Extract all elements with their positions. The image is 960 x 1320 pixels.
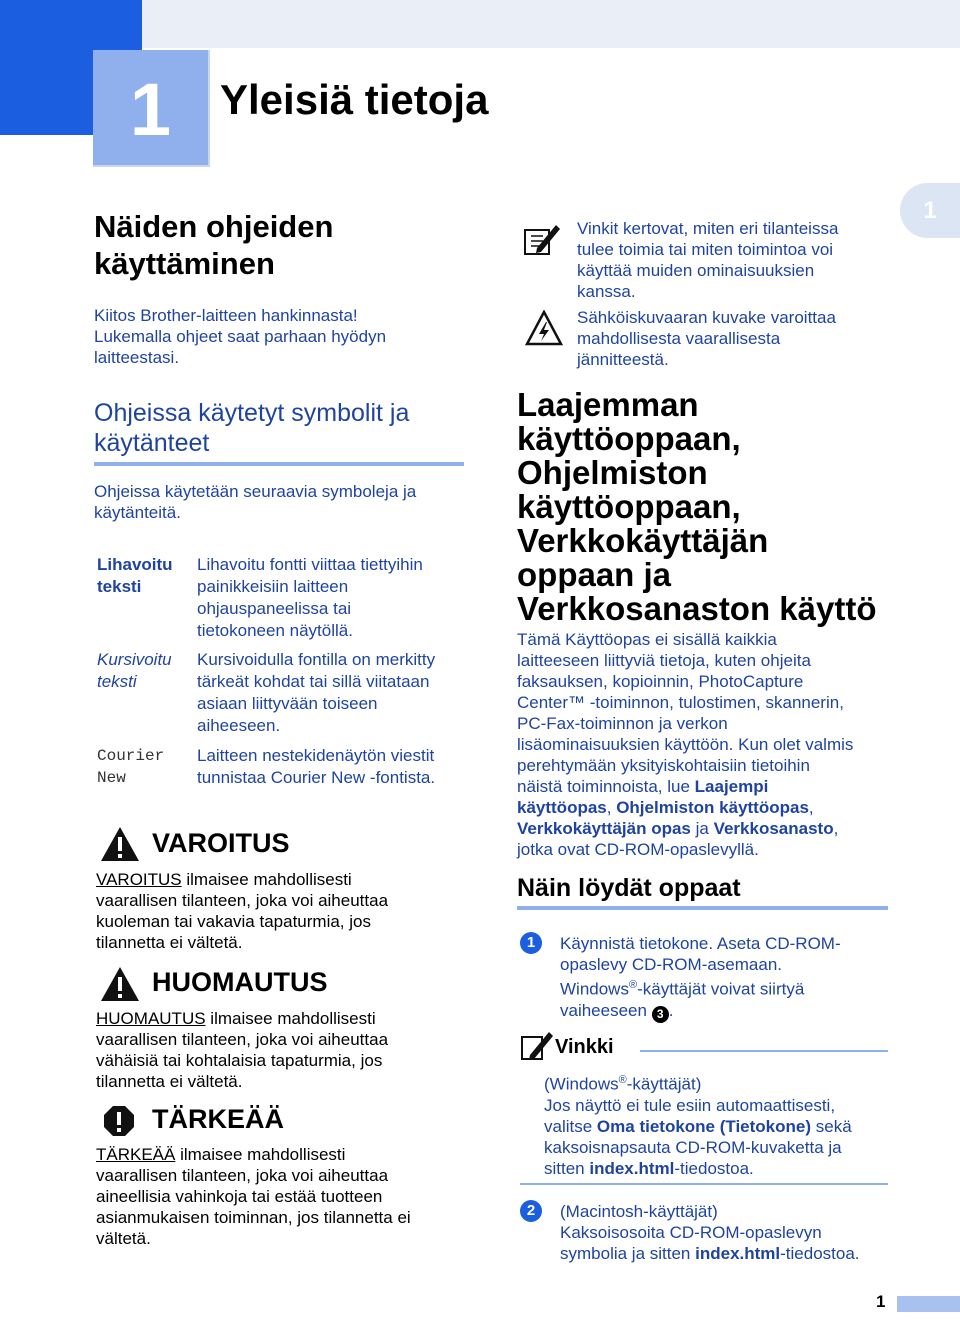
important-heading: TÄRKEÄÄ [152,1104,284,1134]
desc-italic: Kursivoidulla fontilla on merkitty tärkeät kohdat tai sillä viitataan asiaan liittyvään toiseen aiheeseen. [197,650,436,735]
electric-shock-icon [525,310,563,346]
header-band [142,0,960,48]
note-heading: Vinkki [555,1036,614,1058]
tip-text: Vinkit kertovat, miten eri tilanteissa tulee toimia tai miten toimintoa voi käyttää muiden ominaisuuksien kanssa. [577,219,839,301]
note-bottom-rule [520,1183,888,1185]
caution-triangle-icon [100,966,140,1002]
warning-triangle-icon [100,826,140,862]
step-ref-badge: 3 [652,1006,669,1023]
section-rule [94,462,464,466]
step-1-text: Käynnistä tietokone. Aseta CD-ROM- opaslevy CD-ROM-asemaan. Windows®-käyttäjät voivat siirtyä vaiheeseen 3 . [560,934,841,1021]
manuals-heading: Laajemman käyttöoppaan, Ohjelmiston käyttöoppaan, Verkkokäyttäjän oppaan ja Verkkosanaston käyttö [517,386,877,627]
term-bold: Lihavoitu teksti [97,555,173,596]
step-2-text: (Macintosh-käyttäjät) Kaksoisosoita CD-ROM-opaslevyn symbolia ja sitten index.html-tiedostoa. [560,1202,860,1263]
shock-text: Sähköiskuvaaran kuvake varoittaa mahdollisesta vaarallisesta jännitteestä. [577,308,836,369]
step-1-badge: 1 [520,932,542,954]
intro-paragraph: Kiitos Brother-laitteen hankinnasta! Lukemalla ohjeet saat parhaan hyödyn laitteestasi. [94,306,387,367]
symbols-paragraph: Ohjeissa käytetään seuraavia symboleja ja käytänteitä. [94,482,417,522]
term-courier: Courier New [97,747,165,787]
caution-text: HUOMAUTUS ilmaisee mahdollisesti vaarallisen tilanteen, joka voi aiheuttaa vähäisiä tai kohtalaisia tapaturmia, jos tilannetta ei vältetä. [96,1009,389,1091]
manuals-paragraph: Tämä Käyttöopas ei sisällä kaikkia laitteeseen liittyviä tietoja, kuten ohjeita faksauksen, kopioinnin, PhotoCapture Center™ -toiminnon, tulostimen, skannerin, PC-Fax-toiminnon ja verkon lisäominaisuuksien käyttöön. Kun olet valmis perehtymään yksityiskohtaisiin tietoihin näistä toiminnoista, lue Laajempi käyttöopas, Ohjelmiston käyttöopas, Verkkokäyttäjän opas ja Verkkosanasto, jotka ovat CD-ROM-opaslevyllä. [517,630,854,859]
desc-bold: Lihavoitu fontti viittaa tiettyihin painikkeisiin laitteen ohjauspaneelissa tai tietokoneen näytöllä. [197,555,423,640]
desc-courier: Laitteen nestekidenäytön viestit tunnistaa Courier New -fontista. [197,746,436,787]
important-text: TÄRKEÄÄ ilmaisee mahdollisesti vaarallisen tilanteen, joka voi aiheuttaa aineellisia vahinkoja tai estää tuotteen asianmukaisen toiminnan, jos tilannetta ei vältetä. [96,1145,411,1248]
note-text: (Windows®-käyttäjät) Jos näyttö ei tule esiin automaattisesti, valitse Oma tietokone (Tietokone) sekä kaksoisnapsauta CD-ROM-kuvaketta ja sitten index.html-tiedostoa. [544,1074,852,1178]
find-guides-heading: Näin löydät oppaat [517,874,741,902]
page-number: 1 [876,1292,886,1311]
step-2-badge: 2 [520,1200,542,1222]
term-italic: Kursivoitu teksti [97,650,172,691]
tip-pencil-icon [523,222,561,256]
note-rule [640,1050,888,1052]
important-exclamation-icon [103,1105,135,1137]
note-pencil-icon [520,1031,554,1061]
chapter-title: Yleisiä tietoja [220,76,489,123]
side-chapter-tab: 1 [900,183,960,238]
footer-bar [897,1296,960,1312]
section-title-symbols: Ohjeissa käytetyt symbolit ja käytänteet [94,399,410,457]
find-rule [517,906,888,910]
warning-heading: VAROITUS [152,828,290,858]
section-title-usage: Näiden ohjeiden käyttäminen [94,209,334,281]
chapter-number: 1 [93,50,210,167]
caution-heading: HUOMAUTUS [152,967,328,997]
warning-text: VAROITUS ilmaisee mahdollisesti vaarallisen tilanteen, joka voi aiheuttaa kuoleman tai vakavia tapaturmia, jos tilannetta ei vältetä. [96,870,389,952]
